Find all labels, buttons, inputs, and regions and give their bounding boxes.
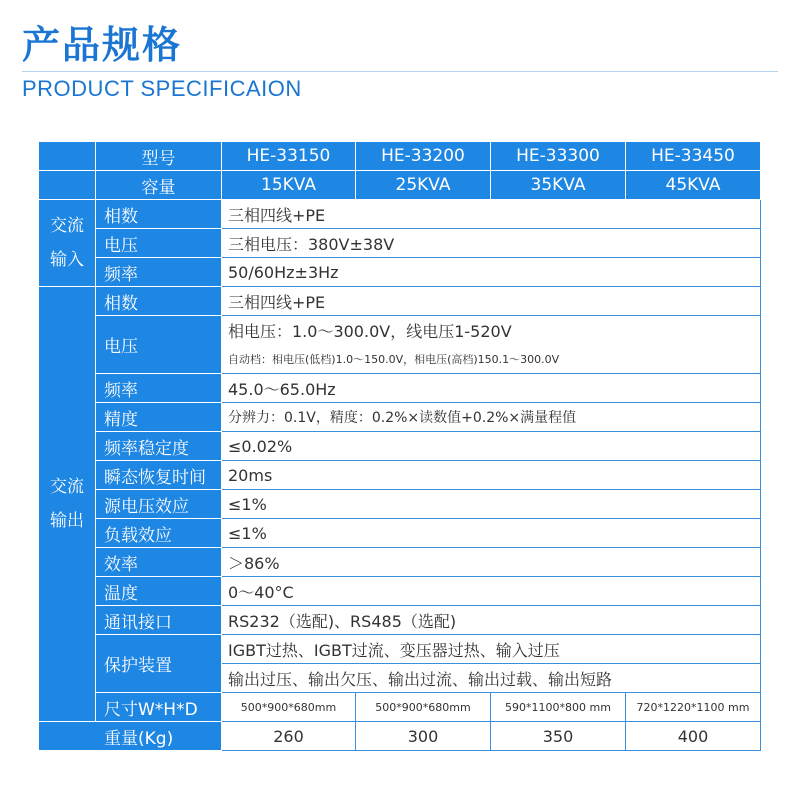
size-cell: 590*1100*800 mm [491,693,626,722]
table-row [39,403,761,432]
title-divider [22,71,778,72]
table-row [39,258,761,287]
capacity-label: 容量 [96,171,222,200]
capacity-cell: 45KVA [626,171,761,200]
model-row-spacer [39,142,96,171]
row-label: 频率 [96,374,222,403]
size-cell: 500*900*680mm [356,693,491,722]
row-value: 0～40°C [222,577,761,606]
table-row [39,548,761,577]
model-cell: HE-33450 [626,142,761,171]
table-row [39,432,761,461]
table-row [39,577,761,606]
capacity-cell: 35KVA [491,171,626,200]
capacity-row-spacer [39,171,96,200]
capacity-cell: 15KVA [222,171,356,200]
row-value: ≤0.02% [222,432,761,461]
model-cell: HE-33200 [356,142,491,171]
row-value: 45.0～65.0Hz [222,374,761,403]
row-value: 输出过压、输出欠压、输出过流、输出过载、输出短路 [222,664,761,693]
size-cell: 720*1220*1100 mm [626,693,761,722]
page-title: 产品规格 [22,23,183,67]
weight-cell: 400 [626,722,761,751]
size-row [39,693,761,722]
row-label: 相数 [96,287,222,316]
model-cell: HE-33150 [222,142,356,171]
table-row [39,519,761,548]
row-label: 保护装置 [96,635,222,693]
row-value: 相电压：1.0～300.0V，线电压1-520V [222,316,761,345]
row-label: 效率 [96,548,222,577]
table-row [39,635,761,664]
row-value: 20ms [222,461,761,490]
row-label: 通讯接口 [96,606,222,635]
weight-cell: 260 [222,722,356,751]
table-row [39,374,761,403]
weight-cell: 350 [491,722,626,751]
row-value: ≤1% [222,519,761,548]
table-row [39,287,761,316]
capacity-cell: 25KVA [356,171,491,200]
weight-row [39,722,761,751]
group-ac-output [39,287,96,722]
row-value: 三相四线+PE [222,200,761,229]
table-row [39,200,761,229]
spec-table [38,141,761,751]
table-row [39,606,761,635]
row-value: IGBT过热、IGBT过流、变压器过热、输入过压 [222,635,761,664]
row-value: ＞86% [222,548,761,577]
group-label: 交流 [50,216,84,236]
table-row [39,461,761,490]
row-label: 尺寸W*H*D [96,693,222,722]
row-label: 频率稳定度 [96,432,222,461]
row-label: 精度 [96,403,222,432]
page-subtitle: PRODUCT SPECIFICAION [22,76,302,101]
row-value: RS232（选配)、RS485（选配) [222,606,761,635]
group-label: 交流 [50,477,84,497]
row-label: 电压 [96,316,222,374]
row-label: 相数 [96,200,222,229]
row-value: 三相四线+PE [222,287,761,316]
row-label: 重量(Kg) [39,722,222,751]
table-row [39,229,761,258]
capacity-row [39,171,761,200]
group-label: 输入 [50,250,84,270]
row-label: 源电压效应 [96,490,222,519]
row-label: 电压 [96,229,222,258]
model-row [39,142,761,171]
model-cell: HE-33300 [491,142,626,171]
table-row [39,316,761,345]
group-ac-input [39,200,96,287]
table-row [39,490,761,519]
weight-cell: 300 [356,722,491,751]
row-value: 自动档：相电压(低档)1.0～150.0V，相电压(高档)150.1～300.0V [222,345,761,374]
row-value: ≤1% [222,490,761,519]
size-cell: 500*900*680mm [222,693,356,722]
row-value: 三相电压：380V±38V [222,229,761,258]
row-label: 瞬态恢复时间 [96,461,222,490]
row-value: 分辨力：0.1V，精度：0.2%×读数值+0.2%×满量程值 [222,403,761,432]
model-label: 型号 [96,142,222,171]
group-label: 输出 [50,511,84,531]
row-value: 50/60Hz±3Hz [222,258,761,287]
row-label: 温度 [96,577,222,606]
row-label: 负载效应 [96,519,222,548]
row-label: 频率 [96,258,222,287]
